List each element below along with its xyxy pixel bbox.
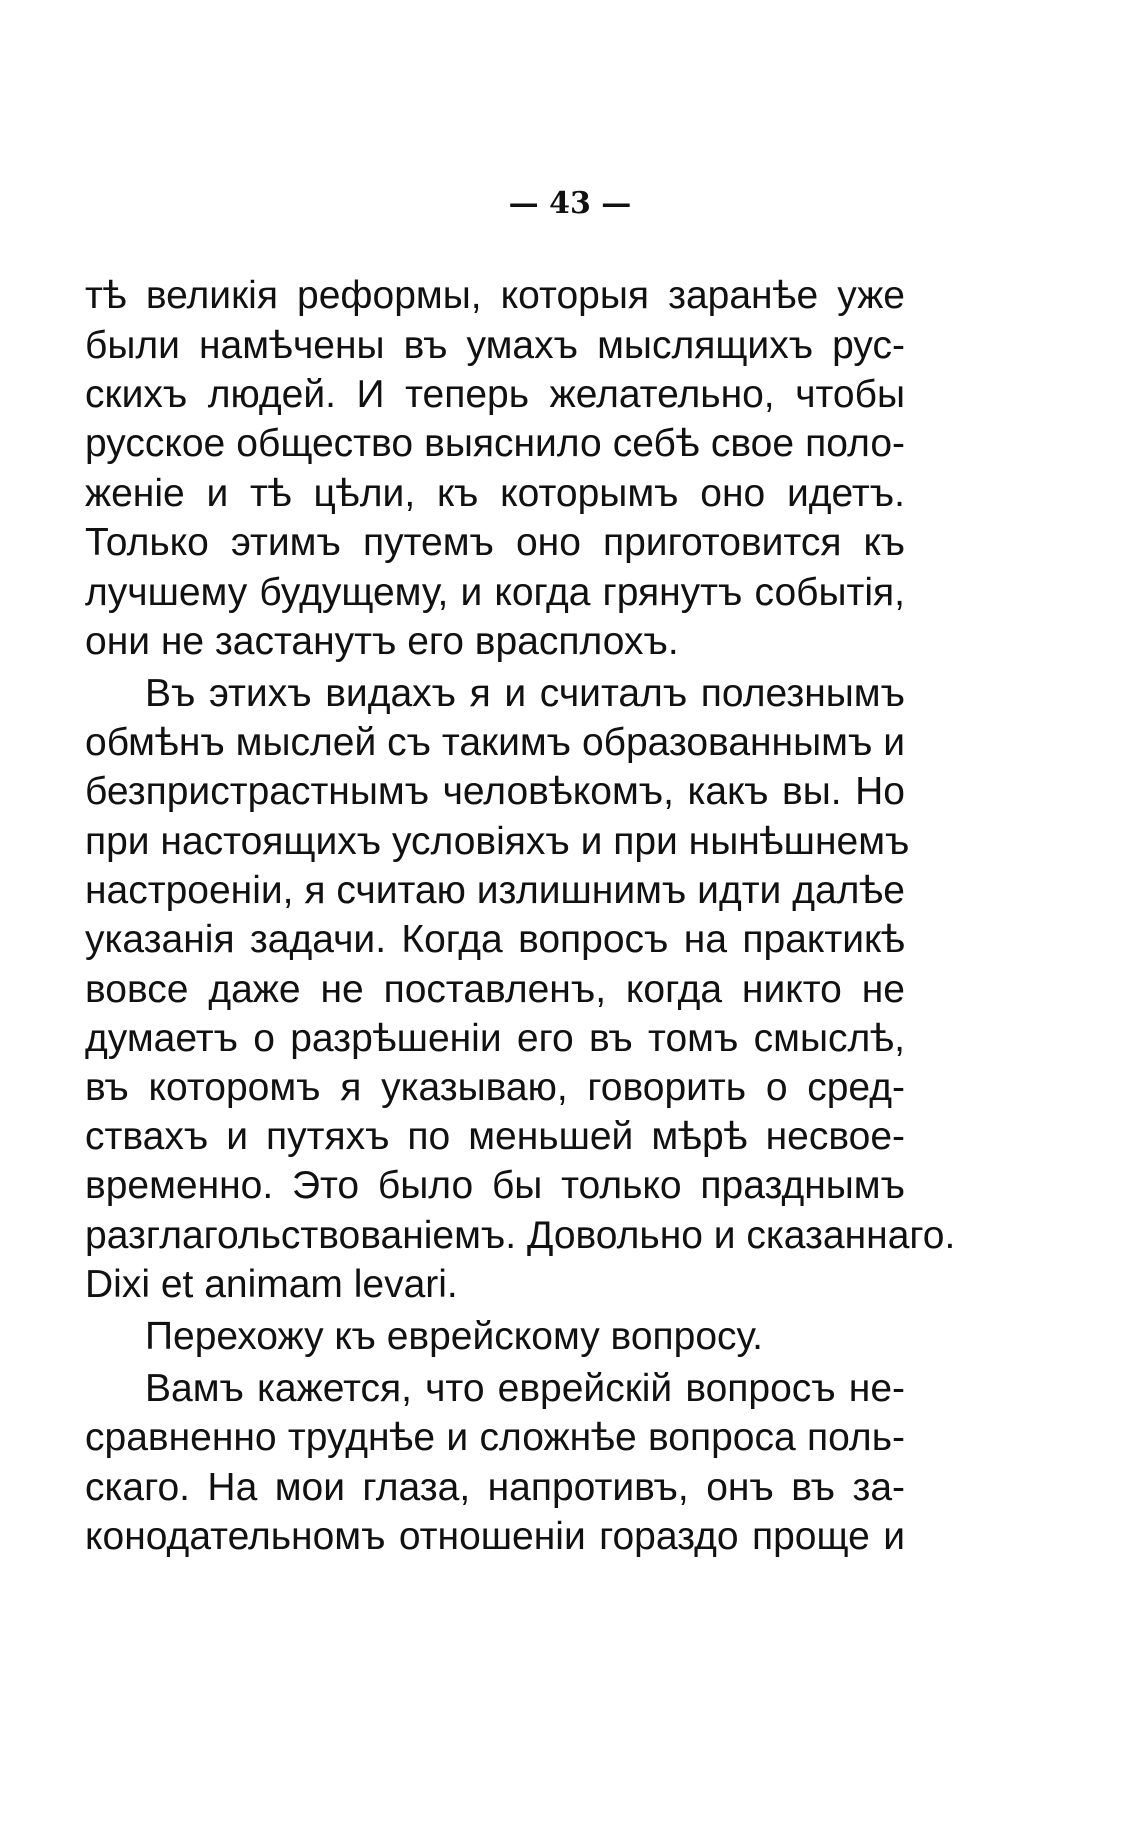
text-line: они не застанутъ его врасплохъ. [85,620,679,663]
text-line: лучшему будущему, и когда грянутъ событія, [85,571,905,614]
text-line: вовсе даже не поставленъ, когда никто не [85,968,905,1011]
text-line: сравненно труднѣе и сложнѣе вопроса поль- [85,1416,905,1459]
text-line: Перехожу къ еврейскому вопросу. [145,1315,763,1358]
text-line: обмѣнъ мыслей съ такимъ образованнымъ и [85,721,905,764]
text-line: Dixi et animam levari. [85,1263,458,1306]
text-line: Вамъ кажется, что еврейскій вопросъ не- [145,1367,905,1410]
text-line: русское общество выяснило себѣ свое поло- [85,422,905,465]
text-line: были намѣчены въ умахъ мыслящихъ рус- [85,324,905,367]
text-line: безпристрастнымъ человѣкомъ, какъ вы. Но [85,770,905,813]
text-line: Только этимъ путемъ оно приготовится къ [85,521,905,564]
text-line: конодательномъ отношеніи гораздо проще и [85,1515,905,1558]
text-line: ствахъ и путяхъ по меньшей мѣрѣ несвое- [85,1115,905,1158]
text-line: думаетъ о разрѣшеніи его въ томъ смыслѣ, [85,1017,905,1060]
text-line: тѣ великія реформы, которыя заранѣе уже [85,274,905,317]
page-number: — 43 — [508,186,632,221]
text-line: разглагольствованіемъ. Довольно и сказаннаго. [85,1214,956,1257]
text-line: Въ этихъ видахъ я и считалъ полезнымъ [145,672,905,715]
text-line: настроеніи, я считаю излишнимъ идти далѣе [85,869,905,912]
text-line: въ которомъ я указываю, говорить о сред- [85,1066,905,1109]
text-line: указанія задачи. Когда вопросъ на практикѣ [85,918,905,961]
text-line: женіе и тѣ цѣли, къ которымъ оно идетъ. [85,472,905,515]
text-line: временно. Это было бы только празднымъ [85,1164,905,1207]
text-line: скихъ людей. И теперь желательно, чтобы [85,373,905,416]
text-line: при настоящихъ условіяхъ и при нынѣшнемъ [85,820,910,863]
text-line: скаго. На мои глаза, напротивъ, онъ въ за- [85,1466,905,1509]
